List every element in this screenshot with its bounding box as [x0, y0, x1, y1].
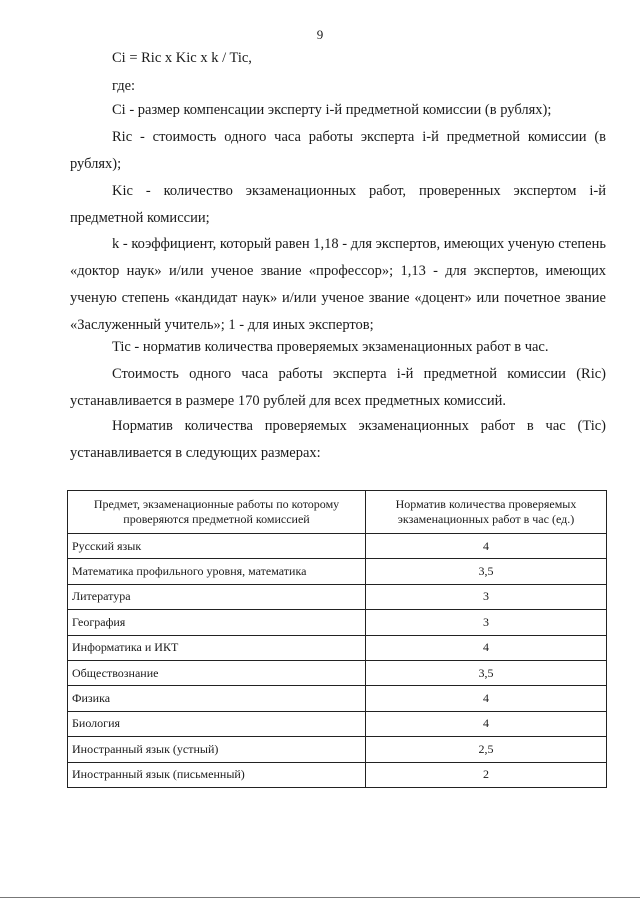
norm-cell: 2	[366, 762, 607, 787]
norm-cell: 2,5	[366, 737, 607, 762]
table-row	[68, 635, 607, 660]
header-norm: Норматив количества проверяемых экзаменационных работ в час (ед.)	[366, 491, 607, 534]
subject-cell: Математика профильного уровня, математика	[68, 559, 366, 584]
subject-cell: Иностранный язык (письменный)	[68, 762, 366, 787]
subject-cell: География	[68, 610, 366, 635]
subject-cell: Обществознание	[68, 660, 366, 685]
definition-k: k - коэффициент, который равен 1,18 - для экспертов, имеющих ученую степень «доктор наук» и/или ученое звание «профессор»; 1,13 - для экспертов, имеющих ученую степень «кандидат наук» и/или ученое звание «доцент» или почетное звание «Заслуженный учитель»; 1 - для иных экспертов;	[70, 236, 606, 333]
definition-kic: Kic - количество экзаменационных работ, проверенных экспертом i-й предметной комиссии;	[70, 183, 606, 226]
bottom-rule	[0, 897, 640, 898]
norms-table	[67, 490, 607, 788]
table-header-row	[68, 491, 607, 534]
table-row	[68, 762, 607, 787]
table-row	[68, 610, 607, 635]
definition-ric: Ric - стоимость одного часа работы эксперта i-й предметной комиссии (в рублях);	[70, 129, 606, 172]
table-row	[68, 584, 607, 609]
compensation-formula: Ci = Ric x Kic x k / Tic,	[112, 50, 252, 66]
table-row	[68, 534, 607, 559]
definition-ci: Ci - размер компенсации эксперту i-й предметной комиссии (в рублях);	[112, 102, 552, 118]
table-row	[68, 559, 607, 584]
norm-cell: 3	[366, 610, 607, 635]
table-row	[68, 686, 607, 711]
norm-paragraph: Норматив количества проверяемых экзаменационных работ в час (Tic) устанавливается в следующих размерах:	[70, 418, 606, 461]
subject-cell: Литература	[68, 584, 366, 609]
norm-cell: 4	[366, 534, 607, 559]
norm-cell: 4	[366, 635, 607, 660]
table-row	[68, 660, 607, 685]
norm-cell: 4	[366, 686, 607, 711]
norm-cell: 3	[366, 584, 607, 609]
subject-cell: Информатика и ИКТ	[68, 635, 366, 660]
norm-cell: 4	[366, 711, 607, 736]
header-subject: Предмет, экзаменационные работы по которому проверяются предметной комиссией	[68, 491, 366, 534]
rate-paragraph: Стоимость одного часа работы эксперта i-й предметной комиссии (Ric) устанавливается в размере 170 рублей для всех предметных комиссий.	[70, 366, 606, 409]
table-row	[68, 711, 607, 736]
subject-cell: Физика	[68, 686, 366, 711]
subject-cell: Иностранный язык (устный)	[68, 737, 366, 762]
norm-cell: 3,5	[366, 660, 607, 685]
subject-cell: Русский язык	[68, 534, 366, 559]
table-body	[68, 534, 607, 788]
norm-cell: 3,5	[366, 559, 607, 584]
subject-cell: Биология	[68, 711, 366, 736]
table-row	[68, 737, 607, 762]
page-number: 9	[316, 27, 324, 42]
where-label: где:	[112, 78, 136, 94]
definition-tic: Tic - норматив количества проверяемых экзаменационных работ в час.	[112, 339, 549, 355]
